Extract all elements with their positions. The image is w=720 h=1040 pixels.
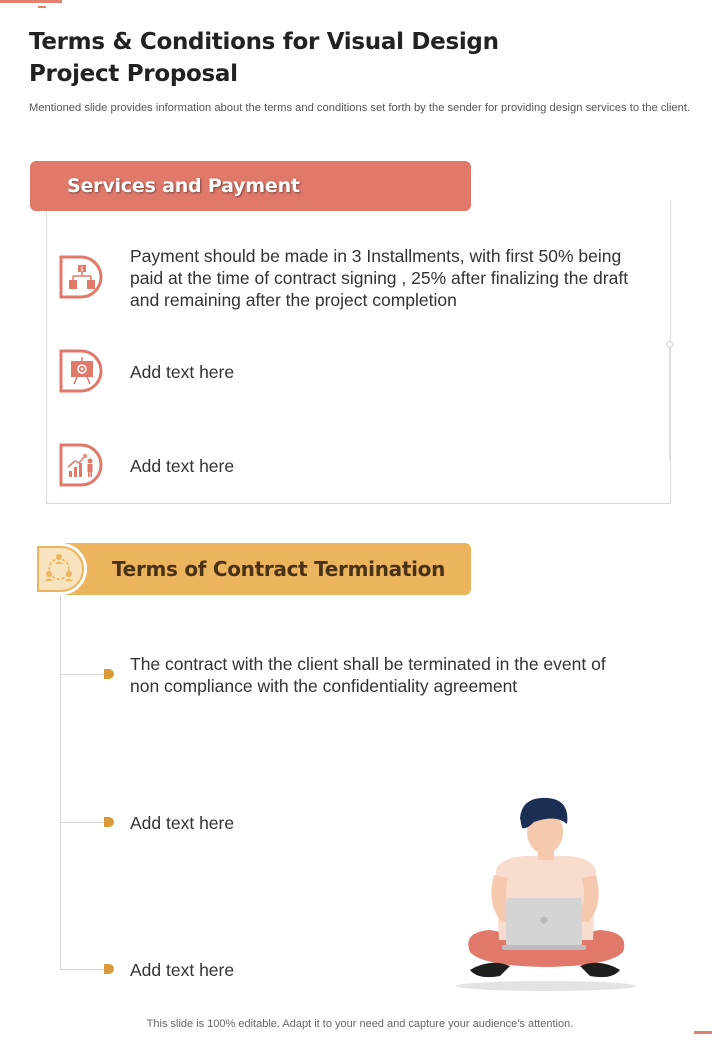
top-accent-bar <box>0 0 62 3</box>
termination-heading: Terms of Contract Termination <box>112 557 446 581</box>
termination-timeline <box>60 595 61 969</box>
termination-bullet-1 <box>104 669 114 679</box>
footer-note: This slide is 100% editable. Adapt it to your need and capture your audience’s attention. <box>146 1018 574 1030</box>
services-heading: Services and Payment <box>67 175 300 197</box>
page-title: Terms & Conditions for Visual Design Project Proposal <box>29 29 499 87</box>
termination-item-1-text: The contract with the client shall be terminated in the event of non compliance with the confidentiality agreement <box>130 654 606 696</box>
money-organization-icon <box>58 254 104 300</box>
services-item-3-text: Add text here <box>130 456 235 476</box>
bottom-accent-bar <box>694 1031 712 1034</box>
person-with-laptop-illustration <box>450 790 645 995</box>
services-header <box>30 161 471 211</box>
growth-chart-icon <box>58 442 104 488</box>
termination-bullet-2 <box>104 817 114 827</box>
termination-branch-3 <box>60 969 104 970</box>
services-item-1-text: Payment should be made in 3 Installments, with first 50% being paid at the time of contract signing , 25% after finalizing the draft and remaining after the project completion <box>130 246 629 310</box>
svg-text:$: $ <box>80 266 84 273</box>
services-connector-line <box>669 345 670 460</box>
presentation-gear-icon <box>58 348 104 394</box>
page-subtitle: Mentioned slide provides information about the terms and conditions set forth by the sender for providing design services to the client. <box>29 102 691 114</box>
top-accent-dash <box>38 6 46 8</box>
termination-bullet-3 <box>104 964 114 974</box>
termination-item-3-text: Add text here <box>130 960 235 980</box>
termination-branch-1 <box>60 674 104 675</box>
termination-item-2-text: Add text here <box>130 813 235 833</box>
termination-header <box>34 543 471 595</box>
team-cycle-icon <box>34 543 88 595</box>
services-connector-dot <box>666 341 673 348</box>
services-item-2-text: Add text here <box>130 362 235 382</box>
termination-branch-2 <box>60 822 104 823</box>
